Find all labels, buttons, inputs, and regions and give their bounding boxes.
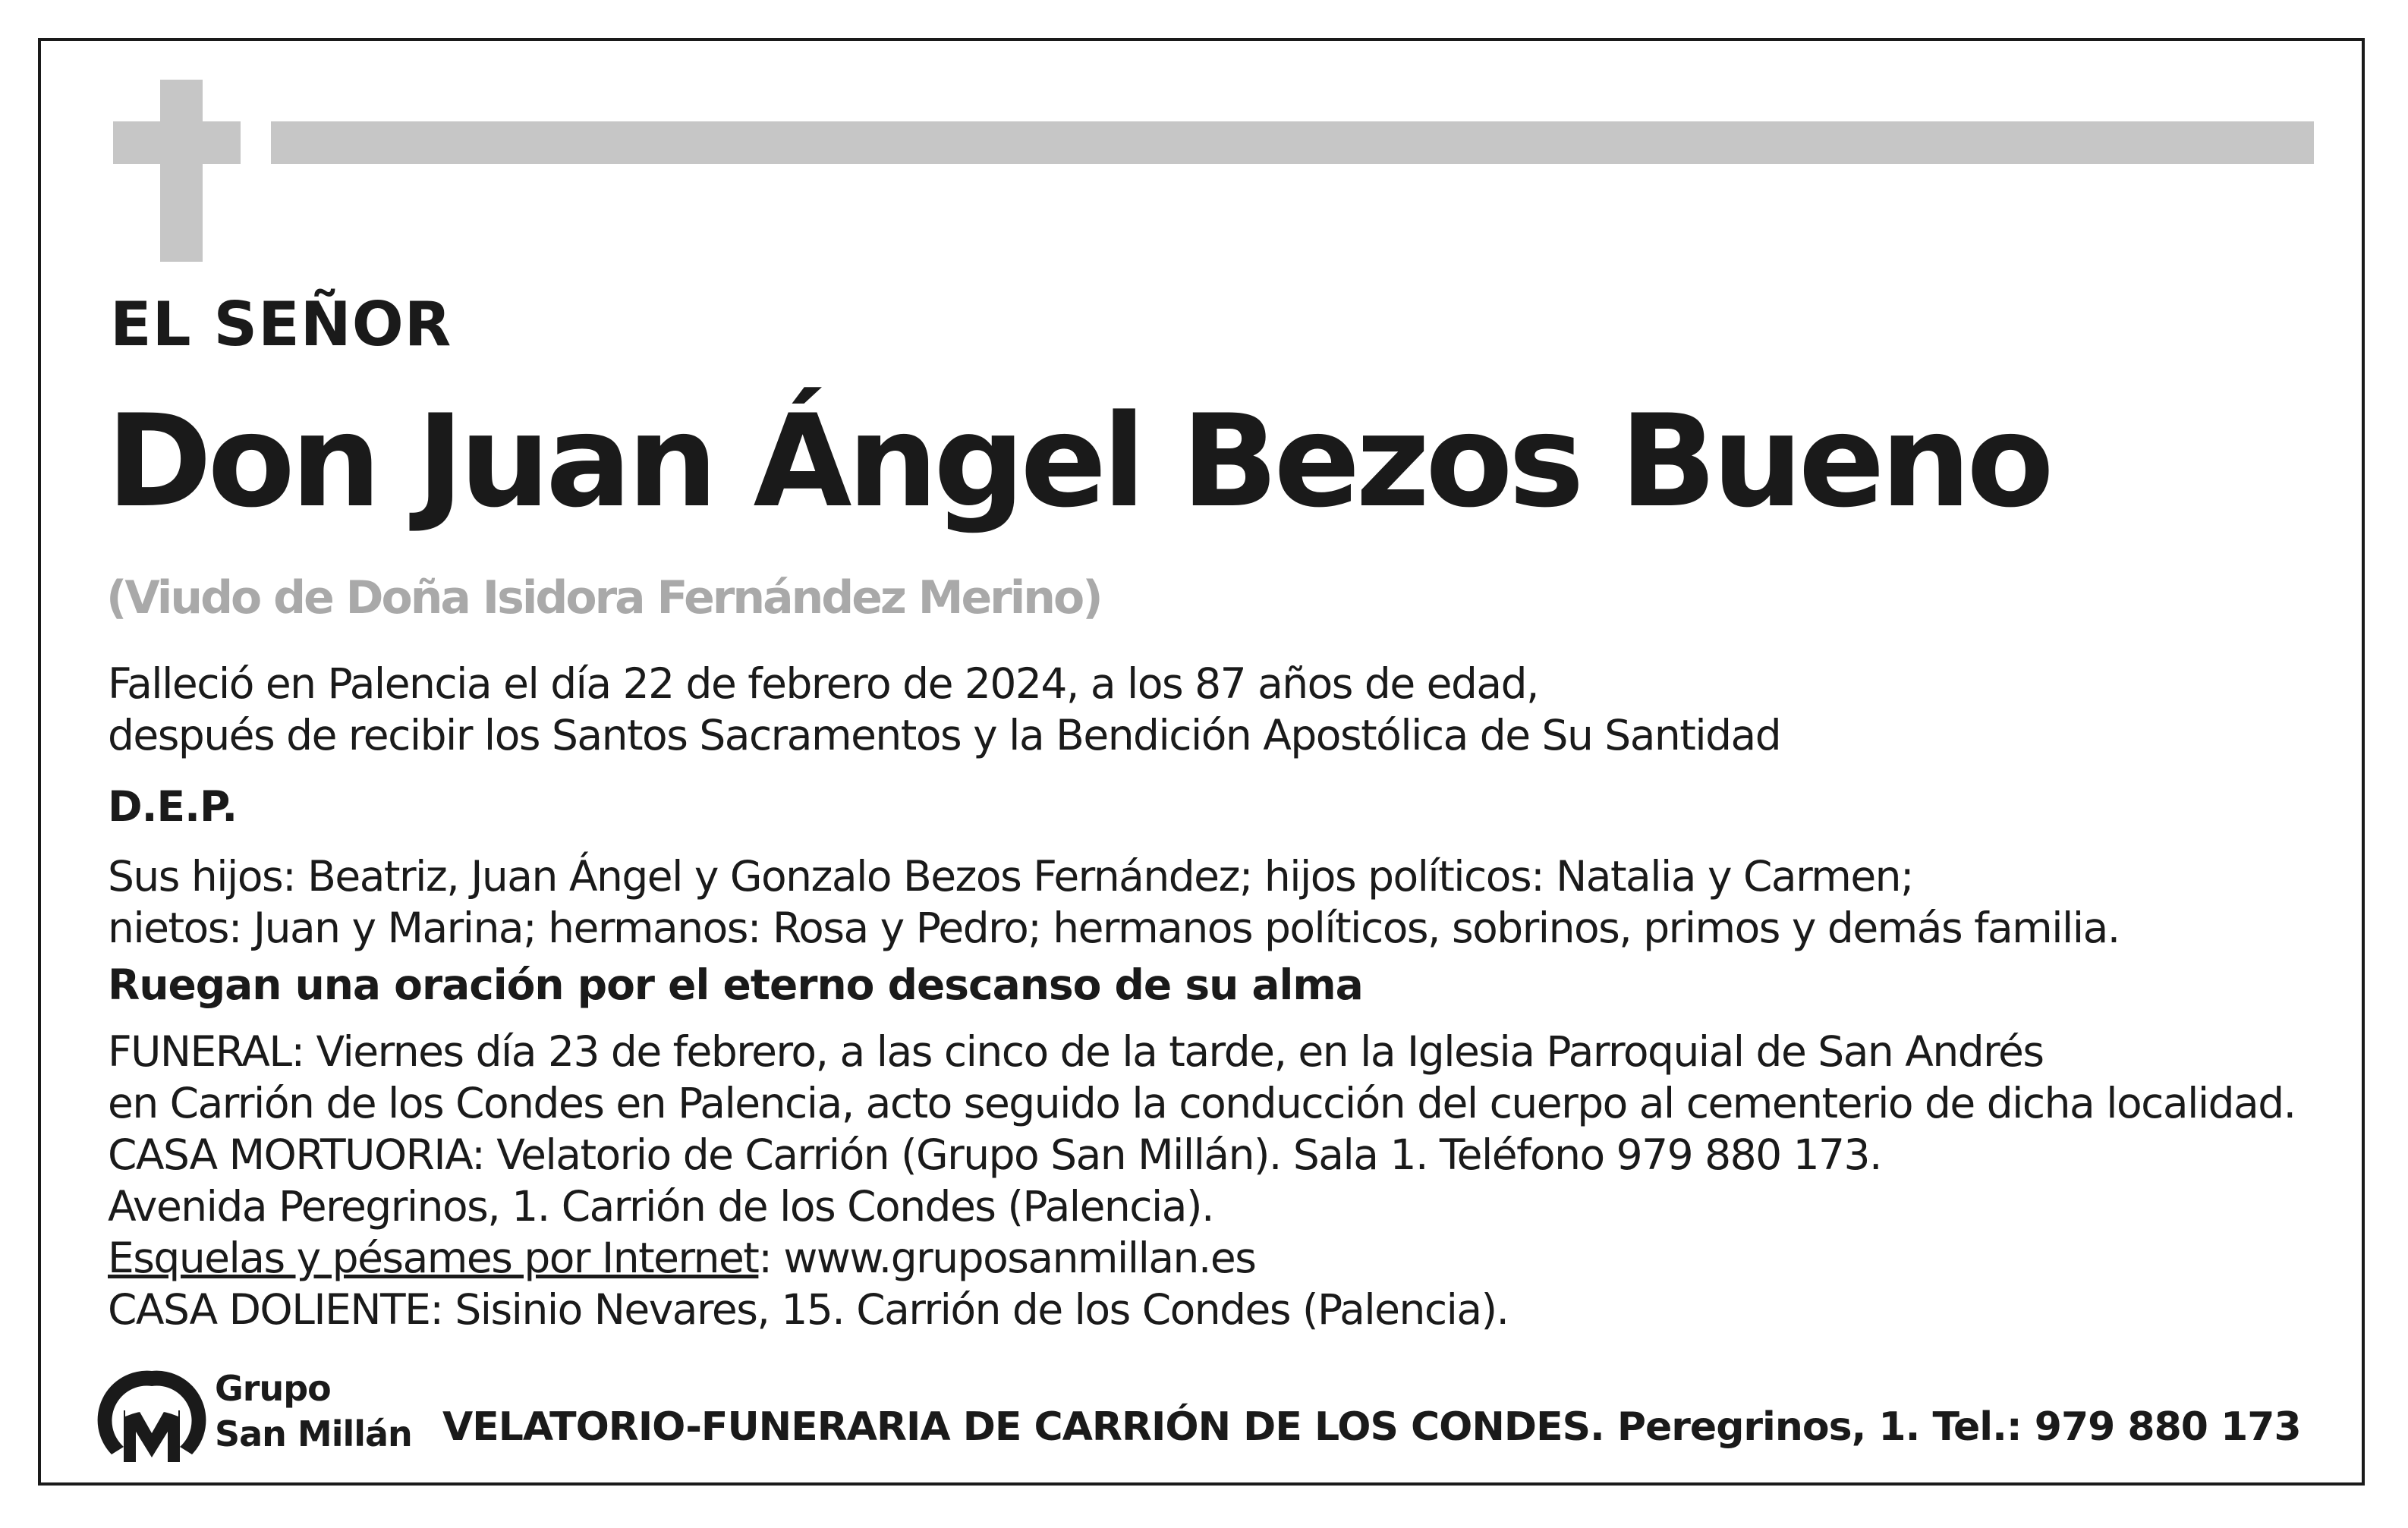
deceased-name: Don Juan Ángel Bezos Bueno — [106, 387, 2050, 536]
family-line-2: nietos: Juan y Marina; hermanos: Rosa y Pedro; hermanos políticos, sobrinos, primos y demás familia. — [108, 904, 2120, 952]
death-notice-line-1: Falleció en Palencia el día 22 de febrero de 2024, a los 87 años de edad, — [108, 659, 1539, 708]
funeral-line-2: en Carrión de los Condes en Palencia, acto seguido la conducción del cuerpo al cementerio de dicha localidad. — [108, 1079, 2296, 1127]
funeral-line-1: FUNERAL: Viernes día 23 de febrero, a las cinco de la tarde, en la Iglesia Parroquial de San Andrés — [108, 1027, 2044, 1076]
prayer-text: Ruegan una oración por el eterno descanso de su alma — [108, 961, 1363, 1009]
death-notice-line-2: después de recibir los Santos Sacramentos y la Bendición Apostólica de Su Santidad — [108, 711, 1781, 759]
mortuary-line: CASA MORTUORIA: Velatorio de Carrión (Grupo San Millán). Sala 1. Teléfono 979 880 173. — [108, 1130, 1882, 1179]
cross-icon — [160, 80, 203, 262]
cross-icon-arm — [113, 121, 241, 164]
internet-label: Esquelas y pésames por Internet — [108, 1234, 759, 1282]
logo-line-1: Grupo — [215, 1368, 331, 1409]
logo-line-2: San Millán — [215, 1413, 412, 1454]
san-millan-logo-icon — [95, 1363, 209, 1477]
internet-url[interactable]: www.gruposanmillan.es — [783, 1234, 1256, 1282]
logo-text — [215, 1366, 412, 1457]
address-line: Avenida Peregrinos, 1. Carrión de los Condes (Palencia). — [108, 1182, 1213, 1231]
header-rule — [271, 121, 2314, 164]
mourning-house-line: CASA DOLIENTE: Sisinio Nevares, 15. Carrión de los Condes (Palencia). — [108, 1285, 1509, 1334]
internet-separator: : — [758, 1234, 784, 1282]
family-line-1: Sus hijos: Beatriz, Juan Ángel y Gonzalo Bezos Fernández; hijos políticos: Natalia y Carmen; — [108, 852, 1914, 901]
rip-text: D.E.P. — [108, 782, 238, 831]
widow-note: (Viudo de Doña Isidora Fernández Merino) — [106, 571, 1101, 624]
honorific: EL SEÑOR — [110, 289, 452, 360]
funeral-home-footer: VELATORIO-FUNERARIA DE CARRIÓN DE LOS CONDES. Peregrinos, 1. Tel.: 979 880 173 — [442, 1404, 2301, 1450]
internet-line — [108, 1232, 1255, 1284]
